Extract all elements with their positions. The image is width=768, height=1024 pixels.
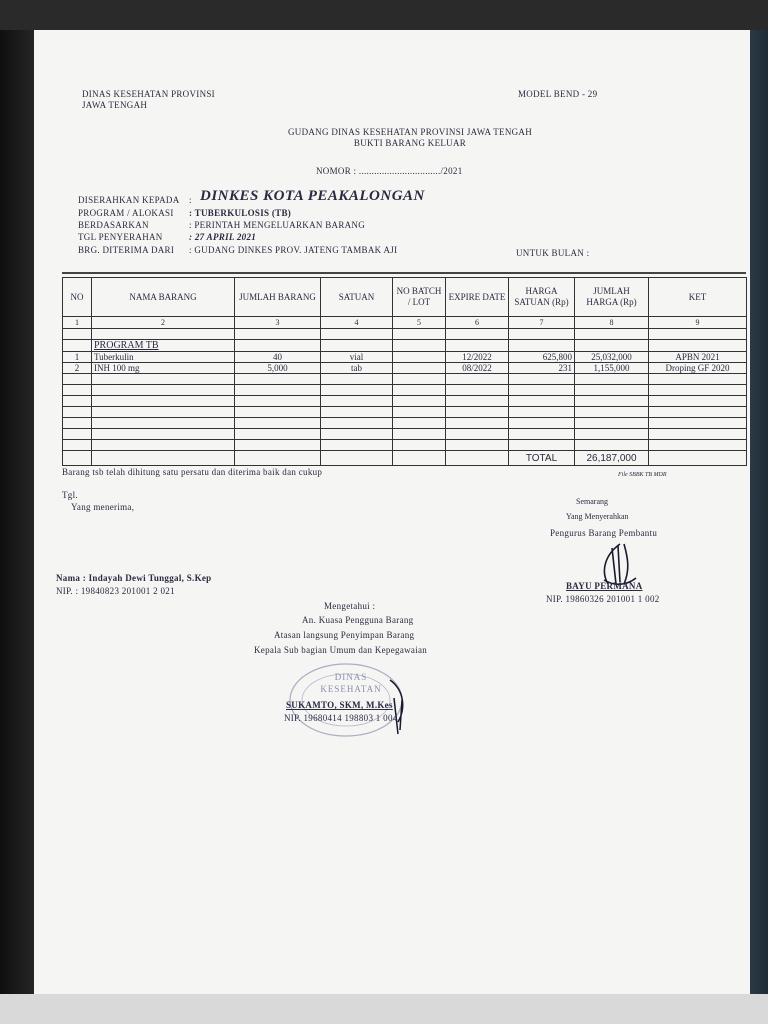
penyerah-nip: NIP. 19860326 201001 1 002 (546, 594, 660, 604)
row-jumlah: 40 (235, 352, 321, 363)
total-value: 26,187,000 (575, 451, 649, 466)
mengetahui: Mengetahui : (324, 601, 376, 611)
penyerah-nama: BAYU PERMANA (566, 581, 643, 591)
penerima-nama: Nama : Indayah Dewi Tunggal, S.Kep (56, 573, 212, 583)
empty-row (63, 407, 747, 418)
header-jumlah-harga: JUMLAH HARGA (Rp) (575, 278, 649, 317)
col-number: 4 (321, 317, 393, 329)
table-header-row (63, 278, 747, 317)
diserahkan-colon: : (189, 195, 192, 205)
header-expire: EXPIRE DATE (446, 278, 509, 317)
pengurus-barang: Pengurus Barang Pembantu (550, 528, 658, 538)
col-number: 3 (235, 317, 321, 329)
document-number: NOMOR : ................................/2021 (316, 166, 463, 176)
row-no: 1 (63, 352, 92, 363)
col-number: 7 (509, 317, 575, 329)
tgl-penyerahan-label: TGL PENYERAHAN (78, 232, 163, 242)
table-top-rule (62, 272, 746, 274)
atasan-langsung: Atasan langsung Penyimpan Barang (274, 630, 415, 640)
empty-row (63, 374, 747, 385)
col-number: 1 (63, 317, 92, 329)
row-ket: APBN 2021 (649, 352, 747, 363)
berdasarkan-value: : PERINTAH MENGELUARKAN BARANG (189, 220, 366, 230)
row-satuan: tab (321, 363, 393, 374)
model-code: MODEL BEND - 29 (518, 89, 598, 99)
diterima-dari-label: BRG. DITERIMA DARI (78, 245, 175, 255)
yang-menerima: Yang menerima, (71, 502, 135, 512)
untuk-bulan-label: UNTUK BULAN : (516, 248, 590, 258)
header-ket: KET (649, 278, 747, 317)
diserahkan-value: DINKES KOTA PEAKALONGAN (200, 188, 425, 204)
background-top (0, 0, 768, 30)
semarang: Semarang (576, 497, 608, 506)
row-expire: 12/2022 (446, 352, 509, 363)
row-batch (393, 352, 446, 363)
empty-row (63, 396, 747, 407)
row-total: 25,032,000 (575, 352, 649, 363)
header-nama-barang: NAMA BARANG (92, 278, 235, 317)
receipt-note: Barang tsb telah dihitung satu persatu dan diterima baik dan cukup (62, 467, 323, 477)
items-table (62, 277, 747, 466)
empty-row (63, 418, 747, 429)
row-harga: 231 (509, 363, 575, 374)
program-value: : TUBERKULOSIS (TB) (189, 208, 292, 218)
row-nama: INH 100 mg (92, 363, 235, 374)
header-harga-satuan: HARGA SATUAN (Rp) (509, 278, 575, 317)
row-no: 2 (63, 363, 92, 374)
kepala-nama: SUKAMTO, SKM, M.Kes (286, 700, 393, 710)
table-row (63, 352, 747, 363)
empty-row (63, 385, 747, 396)
row-batch (393, 363, 446, 374)
berdasarkan-label: BERDASARKAN (78, 220, 149, 230)
empty-row (63, 429, 747, 440)
row-ket: Droping GF 2020 (649, 363, 747, 374)
kepala-subbagian: Kepala Sub bagian Umum dan Kepegawaian (254, 645, 428, 655)
program-heading: PROGRAM TB (92, 340, 235, 352)
kepala-nip: NIP. 19680414 198803 1 004 (284, 713, 398, 723)
col-number: 5 (393, 317, 446, 329)
row-harga: 625,800 (509, 352, 575, 363)
header-no: NO (63, 278, 92, 317)
agency-line2: JAWA TENGAH (82, 100, 148, 110)
table-row (63, 363, 747, 374)
total-row (63, 451, 747, 466)
stamp-text-1: DINAS (334, 672, 368, 682)
col-number: 9 (649, 317, 747, 329)
stamp-text-2: KESEHATAN (320, 684, 382, 694)
program-heading-row (63, 340, 747, 352)
header-batch: NO BATCH / LOT (393, 278, 446, 317)
column-number-row (63, 317, 747, 329)
document-subtitle: BUKTI BARANG KELUAR (353, 138, 467, 148)
diserahkan-label: DISERAHKAN KEPADA (78, 195, 180, 205)
col-number: 6 (446, 317, 509, 329)
row-satuan: vial (321, 352, 393, 363)
header-satuan: SATUAN (321, 278, 393, 317)
header-jumlah-barang: JUMLAH BARANG (235, 278, 321, 317)
total-label: TOTAL (509, 451, 575, 466)
row-expire: 08/2022 (446, 363, 509, 374)
document-title: GUDANG DINAS KESEHATAN PROVINSI JAWA TENGAH (287, 127, 533, 137)
file-note: File SBBK TB MDR (618, 472, 667, 478)
agency-line1: DINAS KESEHATAN PROVINSI (82, 89, 215, 99)
yang-menyerahkan: Yang Menyerahkan (566, 512, 629, 521)
row-nama: Tuberkulin (92, 352, 235, 363)
an-kuasa: An. Kuasa Pengguna Barang (302, 615, 414, 625)
background-bottom (0, 994, 768, 1024)
background-right (748, 30, 768, 1024)
penerima-nip: NIP. : 19840823 201001 2 021 (56, 586, 175, 596)
tgl-label: Tgl. (62, 490, 78, 500)
row-total: 1,155,000 (575, 363, 649, 374)
spacer-row (63, 329, 747, 340)
col-number: 2 (92, 317, 235, 329)
tgl-penyerahan-value: : 27 APRIL 2021 (189, 232, 257, 242)
diterima-dari-value: : GUDANG DINKES PROV. JATENG TAMBAK AJI (189, 245, 398, 255)
col-number: 8 (575, 317, 649, 329)
program-label: PROGRAM / ALOKASI (78, 208, 174, 218)
empty-row (63, 440, 747, 451)
row-jumlah: 5,000 (235, 363, 321, 374)
